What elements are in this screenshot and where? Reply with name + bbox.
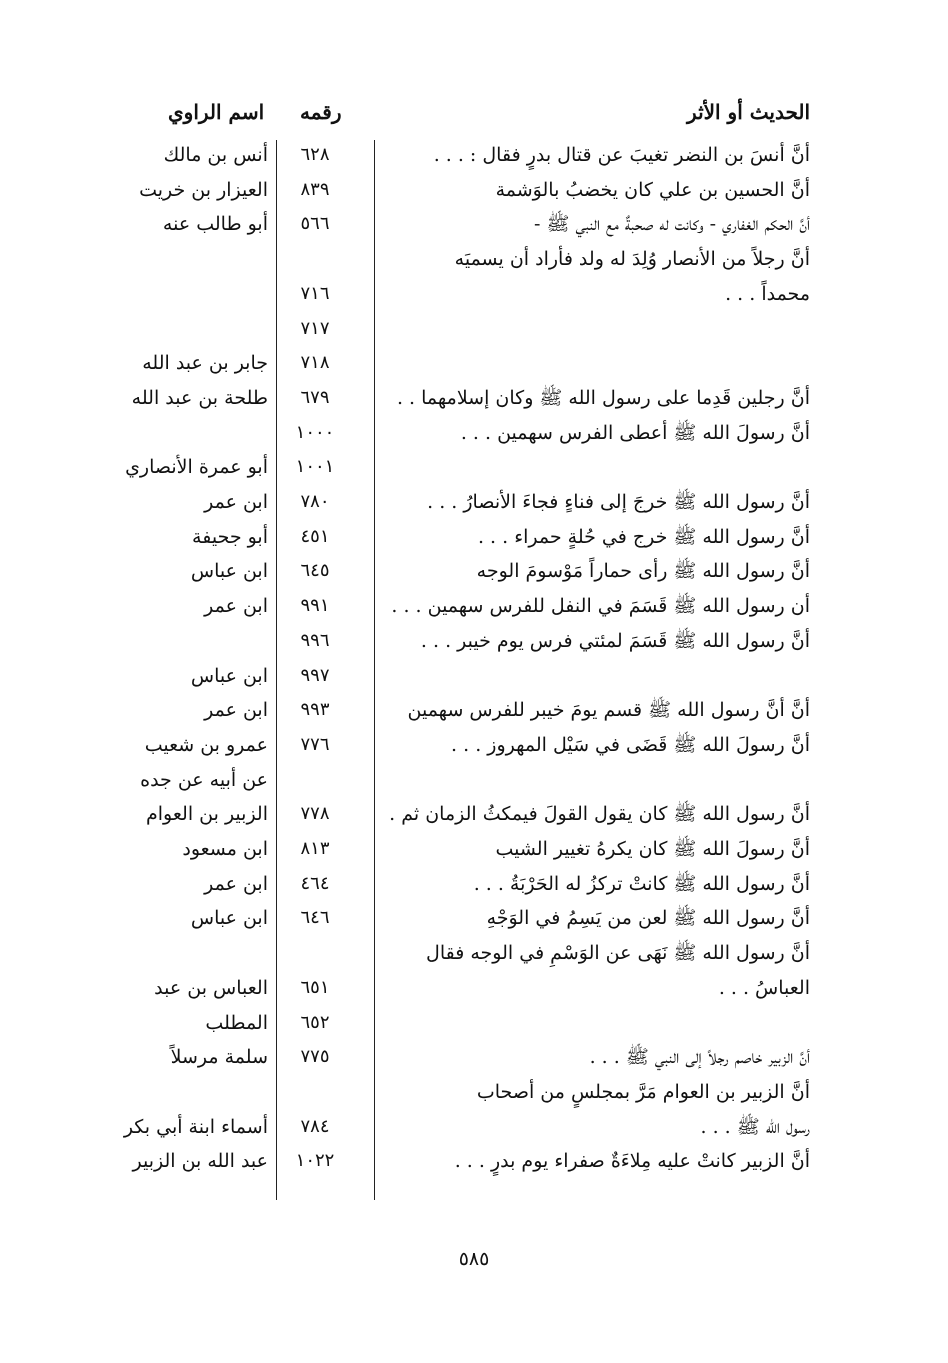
hadith-text: أنَّ رجلين قَدِما على رسول الله ﷺ وكان إسلامهما . . (396, 386, 810, 409)
table-row (0, 901, 948, 935)
hadith-number: ٤٦٤ (300, 872, 330, 894)
table-row (0, 1144, 948, 1178)
narrator-name: جابر بن عبد الله (142, 352, 268, 375)
table-row (0, 381, 948, 415)
hadith-text: أنَّ الحكم الغفاري - وكانت له صحبةٌ مع النبي ﷺ - (534, 213, 810, 236)
table-row (0, 693, 948, 727)
narrator-name: أبو طالب عنه (162, 213, 268, 236)
narrator-name: أبو جحيفة (192, 525, 268, 548)
table-row (0, 589, 948, 623)
hadith-number: ٧٧٨ (300, 803, 330, 825)
hadith-text: أنَّ أنسَ بن النضر تغيبَ عن قتال بدرٍ فقال : . . . (433, 144, 810, 166)
hadith-text: أنَّ رسول الله ﷺ كان يقول القولَ فيمكثُ الزمان ثم . (389, 803, 810, 826)
hadith-number: ٥٦٦ (300, 213, 330, 235)
hadith-text: أنَّ رسولَ الله ﷺ أعطى الفرس سهمين . . . (460, 421, 810, 444)
hadith-text: أنَّ رسولَ الله ﷺ كان يكرهُ تغيير الشيب (495, 838, 810, 860)
narrator-name: ابن عباس (190, 664, 268, 687)
table-row (0, 936, 948, 970)
table-row (0, 450, 948, 484)
hadith-number: ٧١٨ (300, 352, 330, 374)
narrator-name: سلمة مرسلاً (170, 1046, 268, 1069)
hadith-text: أنَّ أنَّ رسول الله ﷺ قسم يومَ خيبر للفرس سهمين (407, 699, 810, 722)
hadith-number: ٧٧٦ (300, 733, 330, 755)
table-row (0, 763, 948, 797)
hadith-text: العباسُ . . . (718, 976, 810, 999)
table-row (0, 242, 948, 276)
hadith-text: رسول الله ﷺ . . . (700, 1115, 810, 1138)
hadith-text: أنَّ رسول الله ﷺ رأى حماراً مَوْسومَ الوجه (476, 560, 810, 583)
hadith-number: ٧٧٥ (300, 1046, 330, 1068)
hadith-text: أنَّ رسول الله ﷺ لعن من يَسِمُ في الوَجْهِ (486, 907, 810, 930)
narrator-name: أنس بن مالك (163, 144, 268, 166)
hadith-number: ٩٩٣ (300, 699, 330, 721)
hadith-number: ٧١٧ (300, 317, 330, 339)
hadith-number: ٩٩١ (300, 595, 330, 617)
hadith-text: أنَّ رسول الله ﷺ نَهَى عن الوَسْمِ في الوجه فقال (426, 942, 810, 965)
hadith-number: ٦٢٨ (300, 144, 330, 165)
table-row (0, 277, 948, 311)
hadith-text: أنَّ الزبير خاصم رجلاً إلى النبي ﷺ . . . (589, 1046, 810, 1069)
hadith-number: ٧٨٤ (300, 1115, 330, 1137)
narrator-column-header: اسم الراوي (168, 100, 265, 124)
narrator-name: عمرو بن شعيب (144, 733, 268, 756)
hadith-number: ٩٩٦ (300, 629, 330, 651)
hadith-text: أنَّ رسول الله ﷺ خرج في حُلةٍ حمراء . . . (477, 525, 810, 548)
table-row (0, 416, 948, 450)
hadith-number: ٤٥١ (300, 525, 330, 547)
table-row (0, 1110, 948, 1144)
table-row (0, 346, 948, 380)
narrator-name: طلحة بن عبد الله (131, 386, 268, 409)
hadith-text: أنَّ رسول الله ﷺ خرجَ إلى فناءٍ فجاءَ الأنصارُ . . . (427, 491, 810, 513)
narrator-name: ابن عمر (204, 491, 268, 513)
table-row (0, 624, 948, 658)
page-number: ٥٨٥ (458, 1248, 490, 1270)
hadith-number: ٨٣٩ (300, 178, 330, 200)
hadith-number: ٦٧٩ (300, 386, 330, 408)
narrator-name: الزبير بن العوام (146, 803, 268, 826)
number-column-header: رقمه (300, 100, 342, 124)
narrator-name: أبو عمرة الأنصاري (125, 456, 268, 479)
hadith-number: ٧٨٠ (300, 491, 330, 512)
narrator-name: ابن عمر (204, 595, 268, 618)
narrator-name: ابن عباس (190, 560, 268, 583)
hadith-text: أنَّ رسولَ الله ﷺ قَضَى في سَيْل المهروز . . . (451, 733, 810, 756)
narrator-name: العباس بن عبد (154, 976, 268, 999)
table-row (0, 554, 948, 588)
table-row (0, 1040, 948, 1074)
hadith-number: ٦٥٢ (300, 1011, 330, 1033)
table-row (0, 485, 948, 519)
hadith-text: أنَّ رسول الله ﷺ كانتْ تركزُ له الحَرْبَةُ . . . (473, 872, 810, 895)
text-column-header: الحديث أو الأثر (687, 100, 810, 124)
hadith-number: ٦٥١ (300, 976, 330, 998)
table-row (0, 207, 948, 241)
table-row (0, 971, 948, 1005)
hadith-text: أن رسول الله ﷺ قَسَمَ في النفل للفرس سهمين . . . (391, 595, 810, 618)
hadith-text: أنَّ الزبير بن العوام مَرَّ بمجلسٍ من أصحاب (476, 1080, 810, 1103)
narrator-name: عبد الله بن الزبير (132, 1150, 268, 1173)
table-row (0, 797, 948, 831)
hadith-number: ٩٩٧ (300, 664, 330, 686)
hadith-text: أنَّ رجلاً من الأنصار وُلِدَ له ولد فأراد أن يسميَه (454, 248, 810, 271)
hadith-number: ٧١٦ (300, 282, 330, 304)
hadith-number: ٦٤٦ (300, 907, 330, 929)
hadith-number: ٦٤٥ (300, 560, 330, 582)
table-row (0, 1006, 948, 1040)
table-row (0, 659, 948, 693)
hadith-number: ١٠٢٢ (295, 1150, 335, 1172)
table-header (0, 100, 948, 132)
hadith-number: ٨١٣ (300, 838, 330, 859)
table-row (0, 1075, 948, 1109)
table-row (0, 173, 948, 207)
narrator-name: المطلب (205, 1011, 268, 1034)
hadith-number: ١٠٠٠ (295, 421, 335, 443)
table-row (0, 312, 948, 346)
table-row (0, 832, 948, 866)
table-row (0, 520, 948, 554)
narrator-name: العيزار بن خريت (139, 178, 268, 201)
hadith-text: أنَّ رسول الله ﷺ قَسَمَ لمئتي فرس يوم خيبر . . . (420, 629, 810, 652)
narrator-name: عن أبيه عن جده (140, 768, 268, 791)
narrator-name: أسماء ابنة أبي بكر (123, 1115, 268, 1138)
table-row (0, 138, 948, 172)
narrator-name: ابن عمر (204, 872, 268, 895)
hadith-text: محمداً . . . (725, 282, 810, 305)
hadith-text: أنَّ الحسين بن علي كان يخضبُ بالوَشمة (495, 178, 810, 201)
table-row (0, 867, 948, 901)
narrator-name: ابن عمر (204, 699, 268, 722)
narrator-name: ابن عباس (190, 907, 268, 930)
hadith-number: ١٠٠١ (295, 456, 335, 478)
narrator-name: ابن مسعود (182, 838, 268, 860)
hadith-text: أنَّ الزبير كانتْ عليه مِلاءَةٌ صفراء يوم بدرٍ . . . (454, 1150, 810, 1173)
table-row (0, 728, 948, 762)
